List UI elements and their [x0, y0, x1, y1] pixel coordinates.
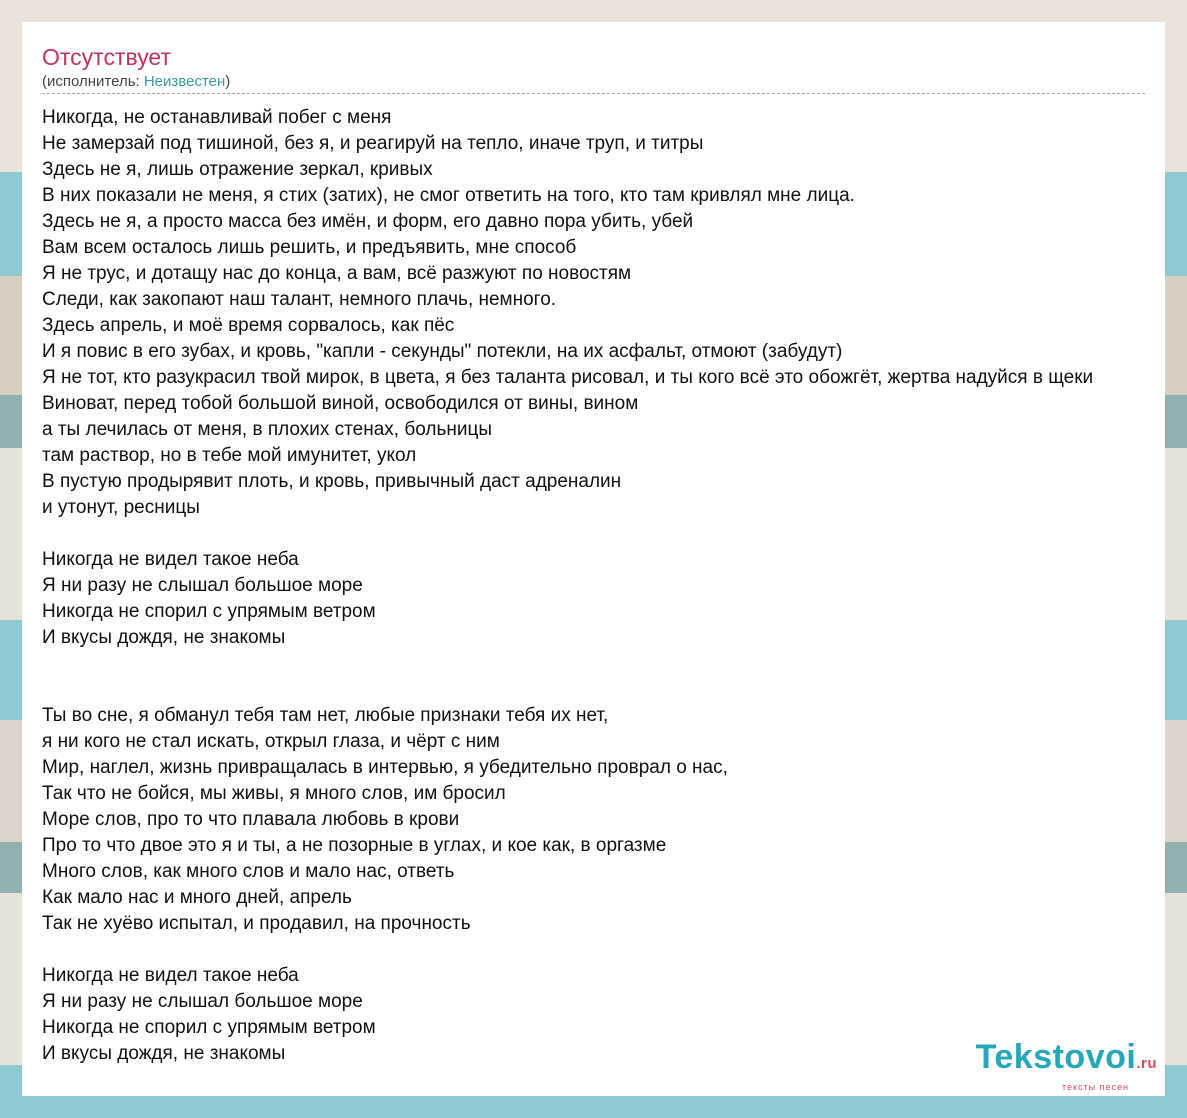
lyric-line: Никогда не спорил с упрямым ветром	[42, 1017, 376, 1038]
lyric-line: Я не трус, и дотащу нас до конца, а вам, всё разжуют по новостям	[42, 263, 632, 284]
lyric-line: Ты во сне, я обманул тебя там нет, любые признаки тебя их нет,	[42, 705, 609, 726]
lyric-line: Никогда не видел такое неба	[42, 549, 299, 570]
lyric-line: Никогда не спорил с упрямым ветром	[42, 601, 376, 622]
lyric-line: Я ни разу не слышал большое море	[42, 991, 363, 1012]
lyric-line: Вам всем осталось лишь решить, и предъявить, мне способ	[42, 237, 577, 258]
lyric-blank-line	[42, 651, 1093, 677]
artist-link[interactable]: Неизвестен	[143, 73, 226, 90]
header-divider	[42, 93, 1145, 94]
lyric-line: В них показали не меня, я стих (затих), не смог ответить на того, кто там кривлял мне лица.	[42, 185, 855, 206]
lyric-line: я ни кого не стал искать, открыл глаза, и чёрт с ним	[42, 731, 500, 752]
lyric-line: Я не тот, кто разукрасил твой мирок, в цвета, я без таланта рисовал, и ты кого всё это обожгёт, жертва надуйся в щеки	[42, 367, 1094, 388]
lyric-line: Здесь апрель, и моё время сорвалось, как пёс	[42, 315, 455, 336]
song-title: Отсутствует	[42, 44, 171, 70]
lyric-line: Не замерзай под тишиной, без я, и реагируй на тепло, иначе труп, и титры	[42, 133, 704, 154]
lyric-line: Как мало нас и много дней, апрель	[42, 887, 352, 908]
lyric-line: Здесь не я, а просто масса без имён, и форм, его давно пора убить, убей	[42, 211, 694, 232]
lyrics-card	[22, 22, 1165, 1096]
lyric-line: И я повис в его зубах, и кровь, "капли - секунды" потекли, на их асфальт, отмоют (забудут)	[42, 341, 843, 362]
logo-tld: .ru	[1136, 1055, 1157, 1072]
logo-name: Tekstovoi	[975, 1038, 1137, 1076]
lyric-line: Здесь не я, лишь отражение зеркал, кривых	[42, 159, 433, 180]
lyric-line: Никогда не видел такое неба	[42, 965, 299, 986]
lyric-blank-line	[42, 937, 1093, 963]
lyric-line: Виноват, перед тобой большой виной, освободился от вины, вином	[42, 393, 639, 414]
lyric-blank-line	[42, 677, 1093, 703]
logo-tagline: тексты песен	[1061, 1082, 1129, 1092]
lyric-line: Так что не бойся, мы живы, я много слов, им бросил	[42, 783, 506, 804]
byline-suffix: )	[225, 73, 231, 90]
byline-prefix: (исполнитель:	[42, 73, 144, 90]
site-logo[interactable]	[976, 1039, 1157, 1092]
lyric-line: Много слов, как много слов и мало нас, ответь	[42, 861, 455, 882]
lyric-line: И вкусы дождя, не знакомы	[42, 1043, 286, 1064]
artist-byline	[42, 72, 1145, 91]
lyric-blank-line	[42, 521, 1093, 547]
lyric-line: Мир, наглел, жизнь привращалась в интервью, я убедительно проврал о нас,	[42, 757, 728, 778]
lyric-line: Так не хуёво испытал, и продавил, на прочность	[42, 913, 471, 934]
lyric-line: и утонут, ресницы	[42, 497, 200, 518]
lyric-line: Никогда, не останавливай побег с меня	[42, 107, 392, 128]
lyric-line: И вкусы дождя, не знакомы	[42, 627, 286, 648]
lyrics-text	[42, 105, 1093, 1067]
lyric-line: Море слов, про то что плавала любовь в крови	[42, 809, 460, 830]
song-header	[42, 42, 1145, 91]
lyric-line: В пустую продырявит плоть, и кровь, привычный даст адреналин	[42, 471, 622, 492]
lyric-line: там раствор, но в тебе мой имунитет, укол	[42, 445, 417, 466]
lyric-line: Про то что двое это я и ты, а не позорные в углах, и кое как, в оргазме	[42, 835, 667, 856]
lyric-line: Я ни разу не слышал большое море	[42, 575, 363, 596]
lyric-line: Следи, как закопают наш талант, немного плачь, немного.	[42, 289, 557, 310]
lyric-line: а ты лечилась от меня, в плохих стенах, больницы	[42, 419, 492, 440]
